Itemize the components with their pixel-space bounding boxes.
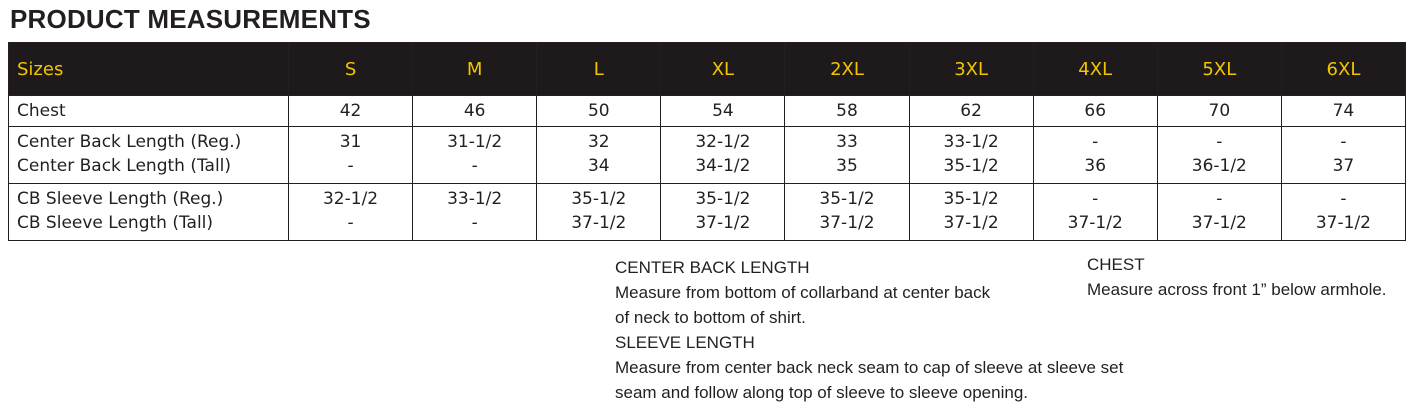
table-cell	[909, 127, 1033, 184]
cell-value: 35-1/2	[695, 189, 751, 209]
cell-value: 37-1/2	[1315, 213, 1371, 233]
table-cell	[289, 127, 413, 184]
cell-value: 37-1/2	[1067, 213, 1123, 233]
table-cell	[1157, 184, 1281, 241]
cell-value: 37-1/2	[943, 213, 999, 233]
table-cell	[909, 184, 1033, 241]
sleeve-text: Measure from center back neck seam to cap of sleeve at sleeve set	[615, 358, 1124, 377]
table-cell	[1033, 127, 1157, 184]
table-cell	[661, 127, 785, 184]
table-cell: 58	[785, 96, 909, 127]
table-cell	[537, 127, 661, 184]
table-row	[9, 184, 1406, 241]
table-cell: 54	[661, 96, 785, 127]
row-label-text: Center Back Length (Reg.)	[17, 132, 242, 152]
cell-value: 32-1/2	[695, 132, 751, 152]
table-cell	[785, 127, 909, 184]
cell-value: 34	[587, 156, 610, 176]
table-cell	[785, 184, 909, 241]
chest-heading: CHEST	[1087, 255, 1145, 274]
table-row	[9, 96, 1406, 127]
row-label	[9, 184, 289, 241]
row-label-text: Chest	[17, 101, 66, 121]
cell-value: 33-1/2	[943, 132, 999, 152]
column-header: M	[413, 43, 537, 96]
column-header: 4XL	[1033, 43, 1157, 96]
table-row	[9, 127, 1406, 184]
table-cell	[537, 184, 661, 241]
cell-value: 33	[836, 132, 858, 152]
column-header: L	[537, 43, 661, 96]
cell-value: 36-1/2	[1191, 156, 1247, 176]
row-label	[9, 127, 289, 184]
cell-value: 37-1/2	[695, 213, 751, 233]
center-back-text: of neck to bottom of shirt.	[615, 308, 806, 327]
cell-value: 37-1/2	[571, 213, 627, 233]
cell-value: 35-1/2	[943, 189, 999, 209]
column-header: 5XL	[1157, 43, 1281, 96]
cell-value: -	[471, 156, 478, 176]
row-label-text: CB Sleeve Length (Tall)	[17, 213, 214, 233]
column-header: Sizes	[9, 43, 289, 96]
sleeve-heading: SLEEVE LENGTH	[615, 333, 755, 352]
cell-value: 35-1/2	[571, 189, 627, 209]
table-cell	[1033, 184, 1157, 241]
chest-note	[1087, 252, 1387, 302]
cell-value: -	[471, 213, 478, 233]
cell-value: 35-1/2	[819, 189, 875, 209]
cell-value: 31	[339, 132, 362, 152]
cell-value: 37	[1332, 156, 1355, 176]
cell-value: 34-1/2	[695, 156, 751, 176]
cell-value: -	[347, 213, 354, 233]
table-cell	[413, 184, 537, 241]
measurement-notes	[615, 255, 1123, 405]
cell-value: -	[1216, 189, 1223, 209]
row-label-text: CB Sleeve Length (Reg.)	[17, 189, 224, 209]
cell-value: 35	[836, 156, 858, 176]
cell-value: -	[1092, 132, 1099, 152]
cell-value: -	[1216, 132, 1223, 152]
chest-text: Measure across front 1” below armhole.	[1087, 280, 1387, 299]
center-back-heading: CENTER BACK LENGTH	[615, 258, 810, 277]
cell-value: 36	[1084, 156, 1107, 176]
table-cell	[1281, 184, 1405, 241]
page-title: PRODUCT MEASUREMENTS	[10, 4, 371, 34]
table-cell	[289, 184, 413, 241]
column-header: XL	[661, 43, 785, 96]
table-cell: 62	[909, 96, 1033, 127]
cell-value: 33-1/2	[447, 189, 503, 209]
table-cell: 74	[1281, 96, 1405, 127]
sleeve-text: seam and follow along top of sleeve to sleeve opening.	[615, 383, 1028, 402]
column-header: 2XL	[785, 43, 909, 96]
column-header: S	[289, 43, 413, 96]
table-cell	[1281, 127, 1405, 184]
table-cell	[661, 184, 785, 241]
table-cell: 46	[413, 96, 537, 127]
cell-value: 37-1/2	[1191, 213, 1247, 233]
cell-value: -	[1340, 189, 1347, 209]
center-back-text: Measure from bottom of collarband at center back	[615, 283, 991, 302]
cell-value: 31-1/2	[447, 132, 503, 152]
cell-value: 37-1/2	[819, 213, 875, 233]
table-cell: 50	[537, 96, 661, 127]
table-cell	[1157, 127, 1281, 184]
cell-value: -	[347, 156, 354, 176]
row-label	[9, 96, 289, 127]
cell-value: 32	[587, 132, 610, 152]
column-header: 6XL	[1281, 43, 1405, 96]
cell-value: 35-1/2	[943, 156, 999, 176]
table-cell: 70	[1157, 96, 1281, 127]
cell-value: -	[1092, 189, 1099, 209]
table-cell	[413, 127, 537, 184]
measurements-table	[8, 42, 1406, 241]
cell-value: 32-1/2	[322, 189, 379, 209]
table-cell: 66	[1033, 96, 1157, 127]
column-header: 3XL	[909, 43, 1033, 96]
row-label-text: Center Back Length (Tall)	[17, 156, 232, 176]
table-header-row	[9, 43, 1406, 96]
cell-value: -	[1340, 132, 1347, 152]
table-cell: 42	[289, 96, 413, 127]
